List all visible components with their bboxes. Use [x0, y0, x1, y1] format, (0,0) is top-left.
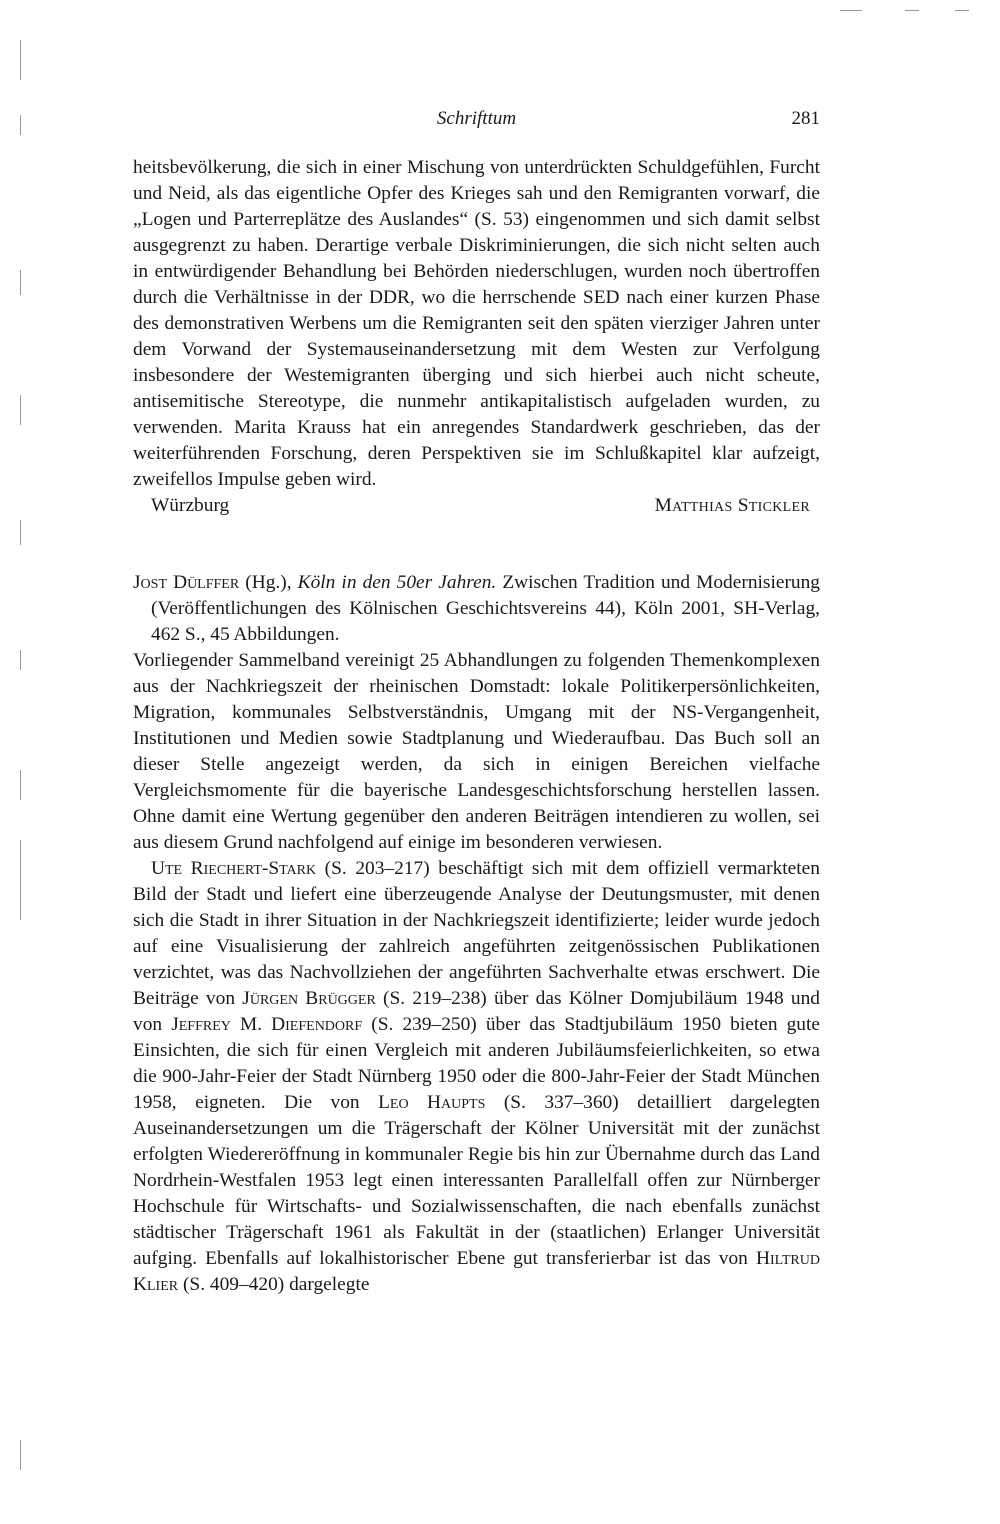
- editor-name: Jost Dülffer: [133, 572, 240, 593]
- paragraph-text: (S. 337–360) detailliert dargelegten Auseinandersetzungen um die Trägerschaft der Kölner Universität mit der zunächst erfolgten Wiedereröffnung in kommunaler Regie bis hin zur Übernahme durch das Land Nordrhein-Westfalen 1953 legt einen interessanten Parallelfall offen zur Nürnberger Hochschule für Wirtschafts- und Sozialwissenschaften, die nach ebenfalls zunächst städtischer Trägerschaft 1961 als Fakultät in der (staatlichen) Erlanger Universität aufging. Ebenfalls auf lokalhistorischer Ebene gut transferierbar ist das von: [133, 1092, 820, 1269]
- scan-edge-mark: [20, 840, 21, 920]
- review-2-paragraph-1: Vorliegender Sammelband vereinigt 25 Abhandlungen zu folgenden Themenkomplexen aus der Nachkriegszeit der rheinischen Domstadt: lokale Politikerpersönlichkeiten, Migration, kommunales Selbstverständnis, Umgang mit der NS-Vergangenheit, Institutionen und Medien sowie Stadtplanung und Wiederaufbau. Das Buch soll an dieser Stelle angezeigt werden, da sich in einigen Bereichen vielfache Vergleichsmomente für die bayerische Landesgeschichtsforschung herstellen lassen. Ohne damit eine Wertung gegenüber den anderen Beiträgen intendieren zu wollen, sei aus diesem Grund nachfolgend auf einige im besonderen verwiesen.: [133, 650, 820, 853]
- review-1-place: Würzburg: [151, 495, 230, 516]
- contributor-name: Jürgen Brügger: [242, 988, 376, 1009]
- scan-edge-mark: [20, 395, 21, 425]
- editor-role: (Hg.),: [239, 572, 298, 593]
- running-head-title: Schrifttum: [436, 108, 517, 129]
- review-2: [133, 570, 820, 1298]
- review-2-paragraph-2: [133, 856, 820, 1298]
- scan-edge-mark: [20, 115, 21, 135]
- review-1-signature: [133, 493, 820, 519]
- scan-edge-mark: [20, 520, 21, 545]
- review-2-heading: [133, 570, 820, 648]
- paragraph-text: (S. 219–238) über das Kölner Domjubiläum 1948 und von: [133, 988, 820, 1035]
- scan-edge-mark: [20, 40, 21, 80]
- scan-top-mark: [840, 10, 862, 11]
- scan-top-mark: [905, 10, 919, 11]
- contributor-name: Hiltrud Klier: [133, 1248, 820, 1295]
- scan-edge-mark: [20, 650, 21, 670]
- review-1-paragraph: heitsbevölkerung, die sich in einer Mischung von unterdrückten Schuldgefühlen, Furcht und Neid, als das eigentliche Opfer des Krieges sah und den Remigranten vorwarf, die „Logen und Parterreplätze des Auslandes“ (S. 53) eingenommen und sich damit selbst ausgegrenzt zu haben. Derartige verbale Diskriminierungen, die sich nicht selten auch in entwürdigender Behandlung bei Behörden niederschlugen, wurden noch übertroffen durch die Verhältnisse in der DDR, wo die herrschende SED nach einer kurzen Phase des demonstrativen Werbens um die Remigranten seit den späten vierziger Jahren unter dem Vorwand der Systemauseinandersetzung mit dem Westen zur Verfolgung insbesondere der Westemigranten überging und sich hierbei auch nicht scheute, antisemitische Stereotype, die nunmehr antikapitalistisch aufgeladen wurden, zu verwenden. Marita Krauss hat ein anregendes Standardwerk geschrieben, das der weiterführenden Forschung, deren Perspektiven sie im Schlußkapitel klar aufzeigt, zweifellos Impulse geben wird.: [133, 157, 820, 490]
- book-title: Köln in den 50er Jahren.: [297, 572, 497, 593]
- review-1-reviewer: Matthias Stickler: [654, 495, 810, 516]
- page-number: 281: [791, 108, 820, 129]
- review-1: [133, 155, 820, 519]
- running-head: [133, 108, 820, 138]
- scan-edge-mark: [20, 270, 21, 295]
- paragraph-text: (S. 409–420) dargelegte: [178, 1274, 370, 1295]
- scan-edge-mark: [20, 770, 21, 800]
- contributor-name: Ute Riechert-Stark: [151, 858, 317, 879]
- contributor-name: Jeffrey M. Diefendorf: [171, 1014, 363, 1035]
- paragraph-text: (S. 239–250) über das Stadtjubiläum 1950 bieten gute Einsichten, die sich für einen Vergleich mit anderen Jubiläumsfeierlichkeiten, so etwa die 900-Jahr-Feier der Stadt Nürnberg 1950 oder die 800-Jahr-Feier der Stadt München 1958, eigneten. Die von: [133, 1014, 820, 1113]
- book-details: Zwischen Tradition und Modernisierung (Veröffentlichungen des Kölnischen Geschichtsvereins 44), Köln 2001, SH-Verlag, 462 S., 45 Abbildungen.: [151, 572, 820, 645]
- contributor-name: Leo Haupts: [378, 1092, 486, 1113]
- scan-top-mark: [955, 10, 969, 11]
- paragraph-text: (S. 203–217) beschäftigt sich mit dem offiziell vermarkteten Bild der Stadt und liefert eine überzeugende Analyse der Deutungsmuster, mit denen sich die Stadt in ihrer Situation in der Nachkriegszeit identifizierte; leider wurde jedoch auf eine Visualisierung der zahlreich angeführten zeitgenössischen Publikationen verzichtet, was das Nachvollziehen der angeführten Sachverhalte etwas erschwert. Die Beiträge von: [133, 858, 820, 1009]
- scan-edge-mark: [20, 1440, 21, 1470]
